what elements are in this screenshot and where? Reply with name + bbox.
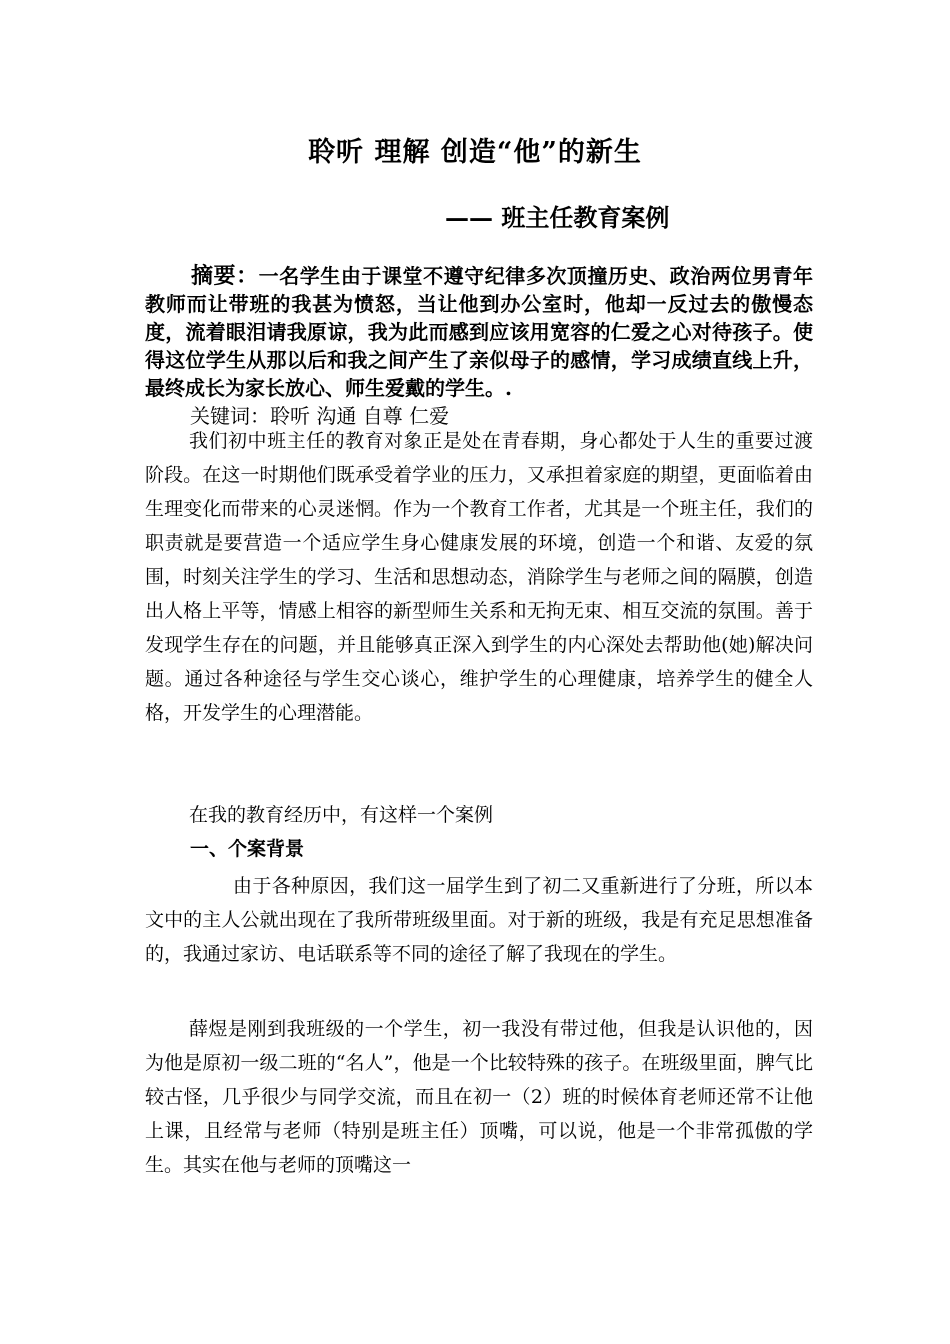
- abstract-label: 摘要：: [191, 263, 259, 289]
- keywords-label: 关键词：: [190, 404, 270, 428]
- document-subtitle: —— 班主任教育案例: [445, 203, 670, 232]
- abstract-paragraph: [145, 262, 813, 402]
- body-paragraph-case-lead: 在我的教育经历中，有这样一个案例: [189, 804, 494, 826]
- body-paragraph-background: 由于各种原因，我们这一届学生到了初二又重新进行了分班，所以本文中的主人公就出现在了我所带班级里面。对于新的班级，我是有充足思想准备的，我通过家访、电话联系等不同的途径了解了我现在的学生。: [145, 875, 813, 965]
- abstract-text: 一名学生由于课堂不遵守纪律多次顶撞历史、政治两位男青年教师而让带班的我甚为愤怒，当让他到办公室时，他却一反过去的傲慢态度，流着眼泪请我原谅，我为此而感到应该用宽容的仁爱之心对待孩子。使得这位学生从那以后和我之间产生了亲似母子的感情，学习成绩直线上升，最终成长为家长放心、师生爱戴的学生。.: [145, 264, 813, 400]
- body-paragraph-student: 薛煜是刚到我班级的一个学生，初一我没有带过他，但我是认识他的，因为他是原初一级二班的“名人”，他是一个比较特殊的孩子。在班级里面，脾气比较古怪，几乎很少与同学交流，而且在初一（2）班的时候体育老师还常不让他上课，且经常与老师（特别是班主任）顶嘴，可以说，他是一个非常孤傲的学生。其实在他与老师的顶嘴这一: [145, 1018, 813, 1176]
- body-paragraph-intro: 我们初中班主任的教育对象正是处在青春期，身心都处于人生的重要过渡阶段。在这一时期他们既承受着学业的压力，又承担着家庭的期望，更面临着由生理变化而带来的心灵迷惘。作为一个教育工作者，尤其是一个班主任，我们的职责就是要营造一个适应学生身心健康发展的环境，创造一个和谐、友爱的氛围，时刻关注学生的学习、生活和思想动态，消除学生与老师之间的隔膜，创造出人格上平等，情感上相容的新型师生关系和无拘无束、相互交流的氛围。善于发现学生存在的问题，并且能够真正深入到学生的内心深处去帮助他(她)解决问题。通过各种途径与学生交心谈心，维护学生的心理健康，培养学生的健全人格，开发学生的心理潜能。: [145, 430, 813, 724]
- keywords-text: 聆听 沟通 自尊 仁爱: [270, 404, 450, 428]
- section-heading-background: 一、个案背景: [190, 838, 305, 860]
- document-title: 聆听 理解 创造“他”的新生: [308, 137, 642, 168]
